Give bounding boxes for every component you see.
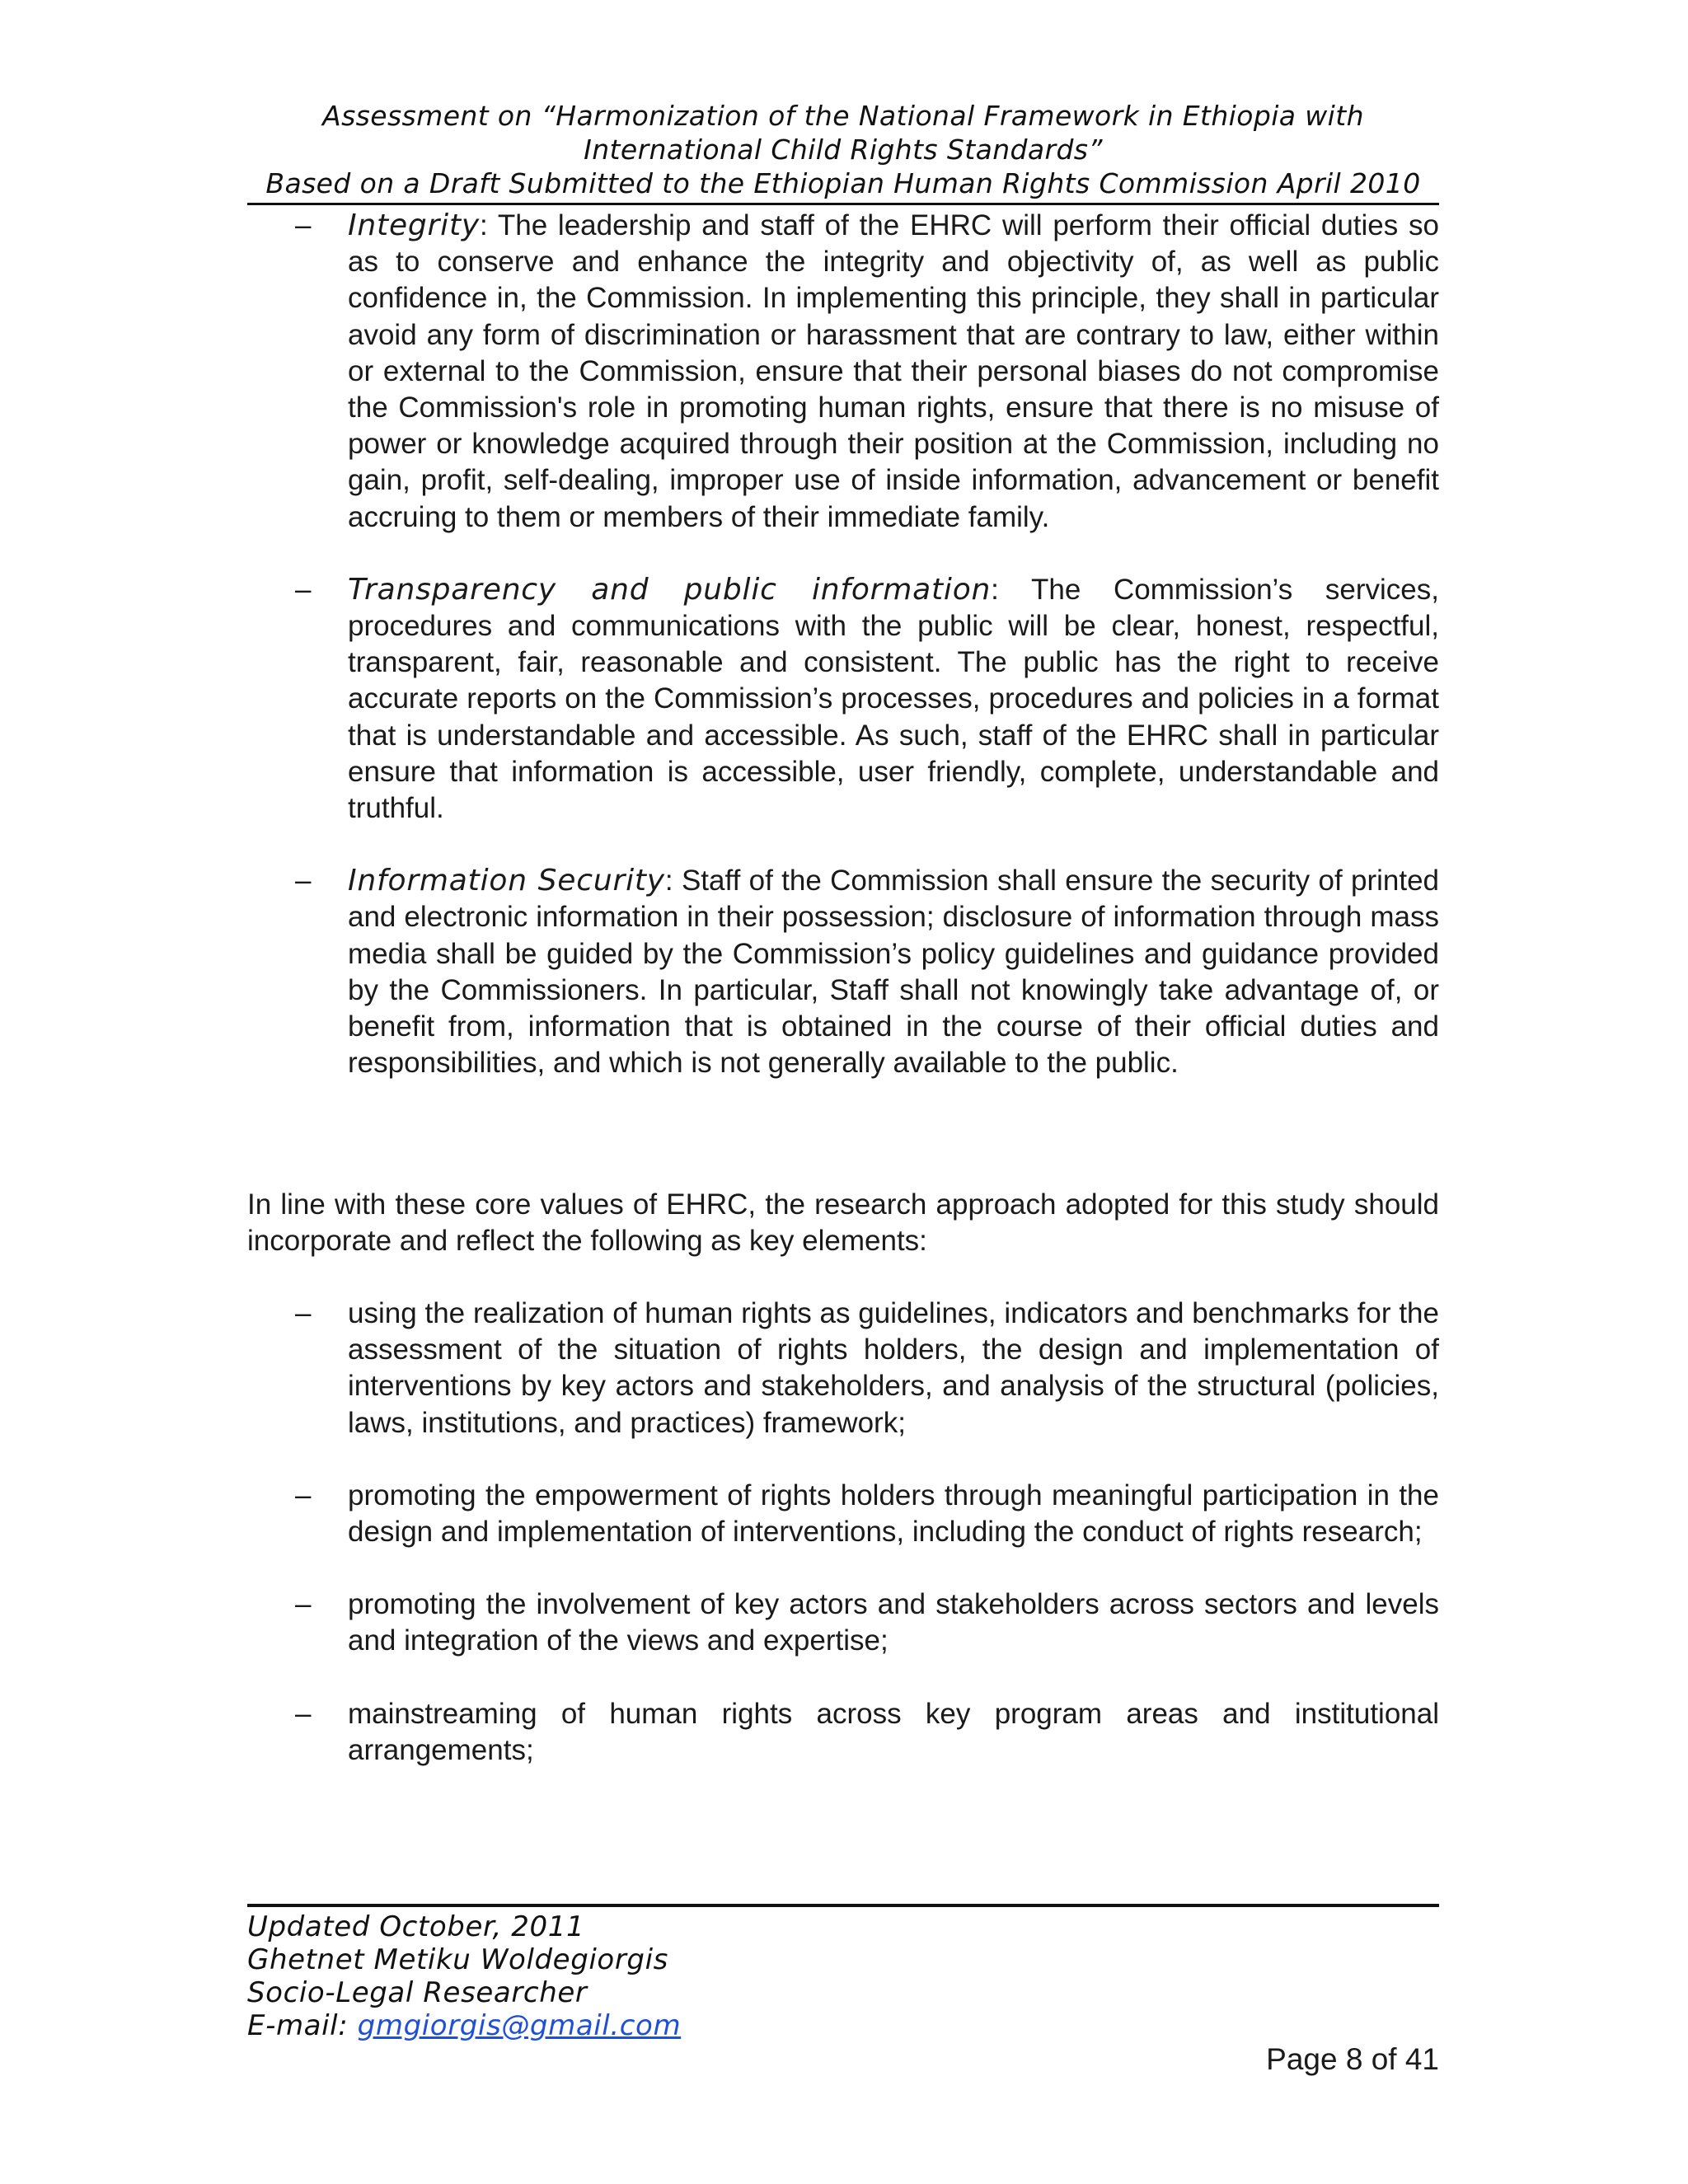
term-information-security: Information Security	[348, 864, 665, 898]
list-item	[247, 1696, 1439, 1769]
footer-updated: Updated October, 2011	[247, 1910, 585, 1943]
footer-author: Ghetnet Metiku Woldegiorgis	[247, 1943, 668, 1976]
dash-bullet: –	[295, 1479, 312, 1511]
term-separator: :	[991, 573, 999, 606]
item-text: The Commission’s services, procedures and communications with the public will be clear, honest, respectful, transparent, fair, reasonable and consistent. The public has the right to receive accurate reports on the Commission’s processes, procedures and policies in a format that is understandable and accessible. As such, staff of the EHRC shall in particular ensure that information is accessible, user friendly, complete, understandable and truthful.	[348, 573, 1439, 825]
item-text: The leadership and staff of the EHRC will perform their official duties so as to conserve and enhance the integrity and objectivity of, as well as public confidence in, the Commission. In implementing this principle, they shall in particular avoid any form of discrimination or harassment that are contrary to law, either within or external to the Commission, ensure that their personal biases do not compromise the Commission's role in promoting human rights, ensure that there is no misuse of power or knowledge acquired through their position at the Commission, including no gain, profit, self-dealing, improper use of inside information, advancement or benefit accruing to them or members of their immediate family.	[348, 209, 1439, 533]
running-footer	[247, 1910, 681, 2042]
intro-paragraph: In line with these core values of EHRC, the research approach adopted for this study should incorporate and reflect the following as key elements:	[247, 1188, 1439, 1258]
header-divider	[247, 203, 1439, 205]
key-elements-list	[247, 1296, 1439, 1769]
dash-bullet: –	[295, 209, 312, 241]
header-line-3: Based on a Draft Submitted to the Ethiopian Human Rights Commission April 2010	[265, 167, 1421, 199]
list-item	[247, 1296, 1439, 1441]
list-item	[247, 208, 1439, 536]
dash-bullet: –	[295, 1697, 312, 1730]
item-text: mainstreaming of human rights across key program areas and institutional arrangements;	[348, 1697, 1439, 1766]
term-separator: :	[664, 865, 673, 898]
dash-bullet: –	[295, 865, 312, 898]
list-item	[247, 863, 1439, 1081]
term-integrity: Integrity	[348, 209, 480, 242]
dash-bullet: –	[295, 1588, 312, 1621]
footer-email-line	[247, 2009, 681, 2042]
footer-role: Socio-Legal Researcher	[247, 1976, 588, 2009]
dash-bullet: –	[295, 1297, 312, 1329]
list-item	[247, 1586, 1439, 1659]
header-line-2: International Child Rights Standards”	[584, 134, 1103, 166]
item-text: promoting the empowerment of rights holders through meaningful participation in the design and implementation of interventions, including the conduct of rights research;	[348, 1479, 1439, 1549]
list-item	[247, 1478, 1439, 1550]
email-link[interactable]: gmgiorgis@gmail.com	[357, 2009, 682, 2042]
running-header	[247, 99, 1439, 200]
header-line-1: Assessment on “Harmonization of the National Framework in Ethiopia with	[322, 100, 1364, 132]
core-values-list	[247, 208, 1439, 1081]
dash-bullet: –	[295, 573, 312, 606]
item-text: Staff of the Commission shall ensure the security of printed and electronic information in their possession; disclosure of information through mass media shall be guided by the Commission’s policy guidelines and guidance provided by the Commissioners. In particular, Staff shall not knowingly take advantage of, or benefit from, information that is obtained in the course of their official duties and responsibilities, and which is not generally available to the public.	[348, 865, 1440, 1080]
list-item	[247, 572, 1439, 827]
term-separator: :	[479, 209, 488, 241]
email-label: E-mail:	[247, 2009, 358, 2042]
item-text: using the realization of human rights as guidelines, indicators and benchmarks for the assessment of the situation of rights holders, the design and implementation of interventions by key actors and stakeholders, and analysis of the structural (policies, laws, institutions, and practices) framework;	[348, 1297, 1439, 1439]
footer-divider	[247, 1904, 1439, 1907]
page-number: Page 8 of 41	[1266, 2042, 1439, 2076]
item-text: promoting the involvement of key actors and stakeholders across sectors and levels and integration of the views and expertise;	[348, 1588, 1439, 1657]
term-transparency: Transparency and public information	[348, 572, 992, 607]
